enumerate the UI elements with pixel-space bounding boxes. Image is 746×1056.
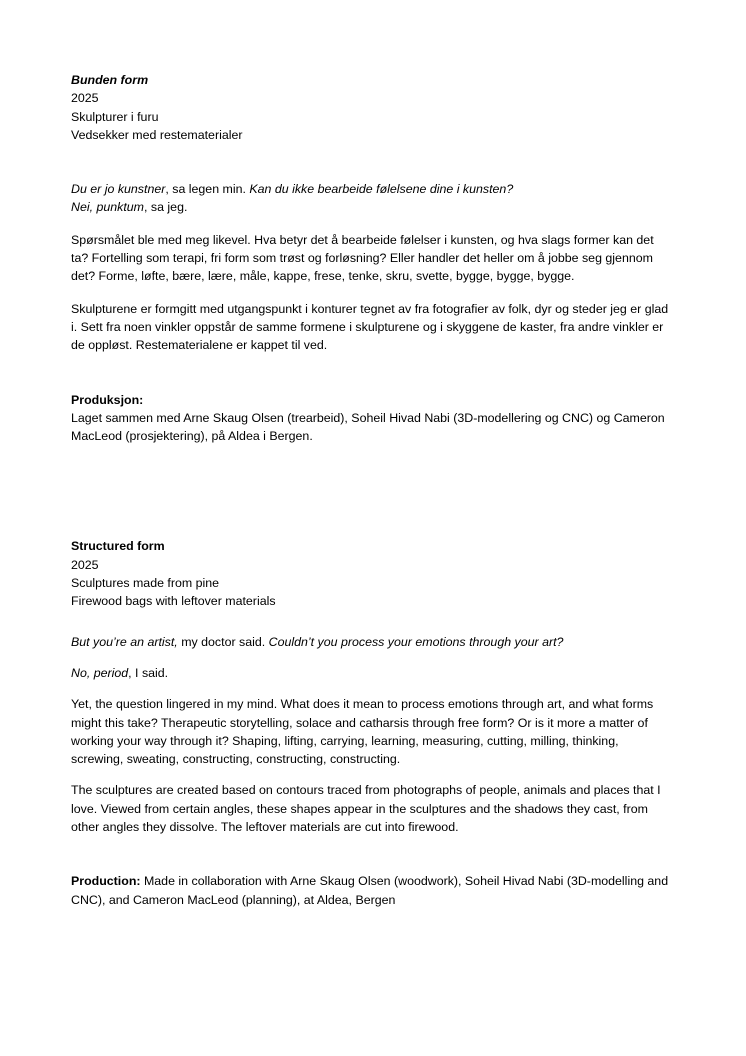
en-production-label: Production: [71, 874, 141, 889]
en-paragraph-2: The sculptures are created based on contours traced from photographs of people, animals and places that I love. Viewed from certain angles, these shapes appear in the sculptures and the shadows they cast, from other angles they dissolve. The leftover materials are cut into firewood. [71, 783, 661, 835]
en-line1: Sculptures made from pine [71, 576, 220, 591]
en-production [71, 872, 671, 909]
en-year: 2025 [71, 557, 99, 572]
document-page [71, 71, 671, 909]
en-quote1-b: my doctor said. [177, 634, 269, 649]
en-header-block [71, 537, 671, 610]
en-title: Structured form [71, 539, 165, 554]
en-quote2-a: No, period [71, 665, 129, 680]
no-quote2-a: Nei, punktum [71, 200, 145, 215]
en-paragraph-1: Yet, the question lingered in my mind. What does it mean to process emotions through art, and what forms might this take? Therapeutic storytelling, solace and catharsis through free form? Or is it more a matter of working your way through it? Shaping, lifting, carrying, learning, measuring, cutting, milling, thinking, screwing, sweating, constructing, constructing, constructing. [71, 697, 654, 767]
en-production-text: Made in collaboration with Arne Skaug Olsen (woodwork), Soheil Hivad Nabi (3D-modelling and CNC), and Cameron MacLeod (planning), at Aldea, Bergen [71, 874, 669, 907]
no-year: 2025 [71, 91, 99, 106]
no-quote1-b: , sa legen min. [165, 182, 250, 197]
no-line1: Skulpturer i furu [71, 109, 159, 124]
no-header-block [71, 71, 671, 144]
no-line2: Vedsekker med restematerialer [71, 127, 243, 142]
no-quote1-c: Kan du ikke bearbeide følelsene dine i kunsten? [249, 182, 514, 197]
no-quote2-b: , sa jeg. [144, 200, 188, 215]
en-quote1-c: Couldn’t you process your emotions through your art? [268, 634, 564, 649]
en-quote1 [71, 633, 671, 651]
en-line2: Firewood bags with leftover materials [71, 594, 276, 609]
no-quote2 [71, 198, 671, 216]
no-paragraph-2: Skulpturene er formgitt med utgangspunkt i konturer tegnet av fra fotografier av folk, dyr og steder jeg er glad i. Sett fra noen vinkler oppstår de samme formene i skulpturene og i skyggene de kaster, fra andre vinkler er de oppløst. Restematerialene er kappet til ved. [71, 301, 669, 353]
no-production-text: Laget sammen med Arne Skaug Olsen (trearbeid), Soheil Hivad Nabi (3D-modellering og CNC) og Cameron MacLeod (prosjektering), på Aldea i Bergen. [71, 410, 665, 444]
en-quote1-a: But you’re an artist, [71, 634, 178, 649]
en-quote2 [71, 664, 671, 682]
en-quote2-b: , I said. [128, 665, 169, 680]
no-quote1 [71, 180, 671, 198]
no-production-label: Produksjon: [71, 392, 144, 407]
no-quote1-a: Du er jo kunstner [71, 182, 166, 197]
no-paragraph-1: Spørsmålet ble med meg likevel. Hva betyr det å bearbeide følelser i kunsten, og hva slags former kan det ta? Fortelling som terapi, fri form som trøst og forløsning? Eller handler det heller om å jobbe seg gjennom det? Forme, løfte, bære, lære, måle, kappe, frese, tenke, skru, svette, bygge, bygge, bygge. [71, 232, 654, 284]
no-title: Bunden form [71, 73, 149, 87]
